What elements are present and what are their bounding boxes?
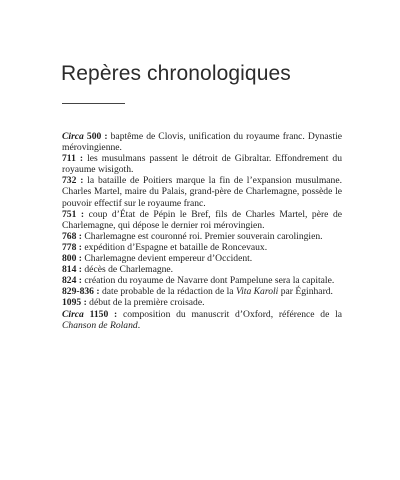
chronology-entry (62, 264, 342, 275)
entry-date-value: 500 : (83, 131, 108, 142)
entry-text-after: par Éginhard. (278, 286, 333, 298)
chronology-list (62, 131, 342, 331)
entry-date: 778 : (62, 241, 82, 253)
entry-date: 768 : (62, 230, 82, 242)
entry-date: 824 : (62, 275, 82, 287)
book-title: Chanson de Roland (62, 319, 138, 331)
entry-text: Charlemagne est couronné roi. Premier souverain carolingien. (81, 230, 323, 242)
entry-date: 1095 : (62, 297, 87, 309)
entry-text: expédition d’Espagne et bataille de Roncevaux. (81, 241, 268, 253)
chronology-entry (62, 297, 342, 308)
chronology-entry (62, 242, 342, 253)
entry-text: début de la première croisade. (86, 297, 205, 309)
entry-date: 800 : (62, 253, 82, 265)
entry-text-after: . (137, 319, 141, 331)
entry-text: coup d’État de Pépin le Bref, fils de Charles Martel, père de Charlemagne, qui dépose le dernier roi mérovingien. (62, 208, 342, 231)
entry-text: décès de Charlemagne. (81, 264, 174, 276)
circa-label: Circa (62, 308, 84, 320)
title-underline (62, 103, 125, 104)
entry-text: baptême de Clovis, unification du royaume franc. Dynastie mérovingienne. (62, 131, 342, 154)
chronology-entry (62, 309, 342, 331)
chronology-entry (62, 175, 342, 208)
book-title: Vita Karoli (235, 286, 279, 298)
circa-label: Circa (62, 131, 84, 142)
entry-date: 732 : (62, 175, 84, 187)
entry-text: création du royaume de Navarre dont Pampelune sera la capitale. (81, 275, 335, 287)
entry-text: les musulmans passent le détroit de Gibraltar. Effondrement du royaume wisigoth. (62, 153, 342, 176)
entry-date (62, 309, 117, 320)
chronology-entry (62, 275, 342, 286)
entry-text: date probable de la rédaction de la (99, 286, 236, 298)
entry-text: Charlemagne devient empereur d’Occident. (81, 253, 253, 265)
chronology-entry (62, 131, 342, 153)
entry-date: 751 : (62, 208, 85, 220)
page-title: Repères chronologiques (61, 62, 291, 85)
entry-date-value: 1150 : (83, 308, 118, 320)
entry-date: 711 : (62, 153, 84, 165)
entry-text: la bataille de Poitiers marque la fin de l’expansion musulmane. Charles Martel, maire du Palais, grand-père de Charlemagne, possède le pouvoir effectif sur le royaume franc. (62, 175, 343, 209)
entry-date (62, 131, 108, 142)
chronology-entry (62, 153, 342, 175)
entry-date: 814 : (62, 264, 82, 276)
chronology-entry (62, 231, 342, 242)
entry-date: 829-836 : (62, 286, 100, 298)
chronology-entry (62, 253, 342, 264)
chronology-entry (62, 286, 342, 297)
chronology-entry (62, 209, 342, 231)
entry-text: composition du manuscrit d’Oxford, référence de la (117, 308, 342, 320)
